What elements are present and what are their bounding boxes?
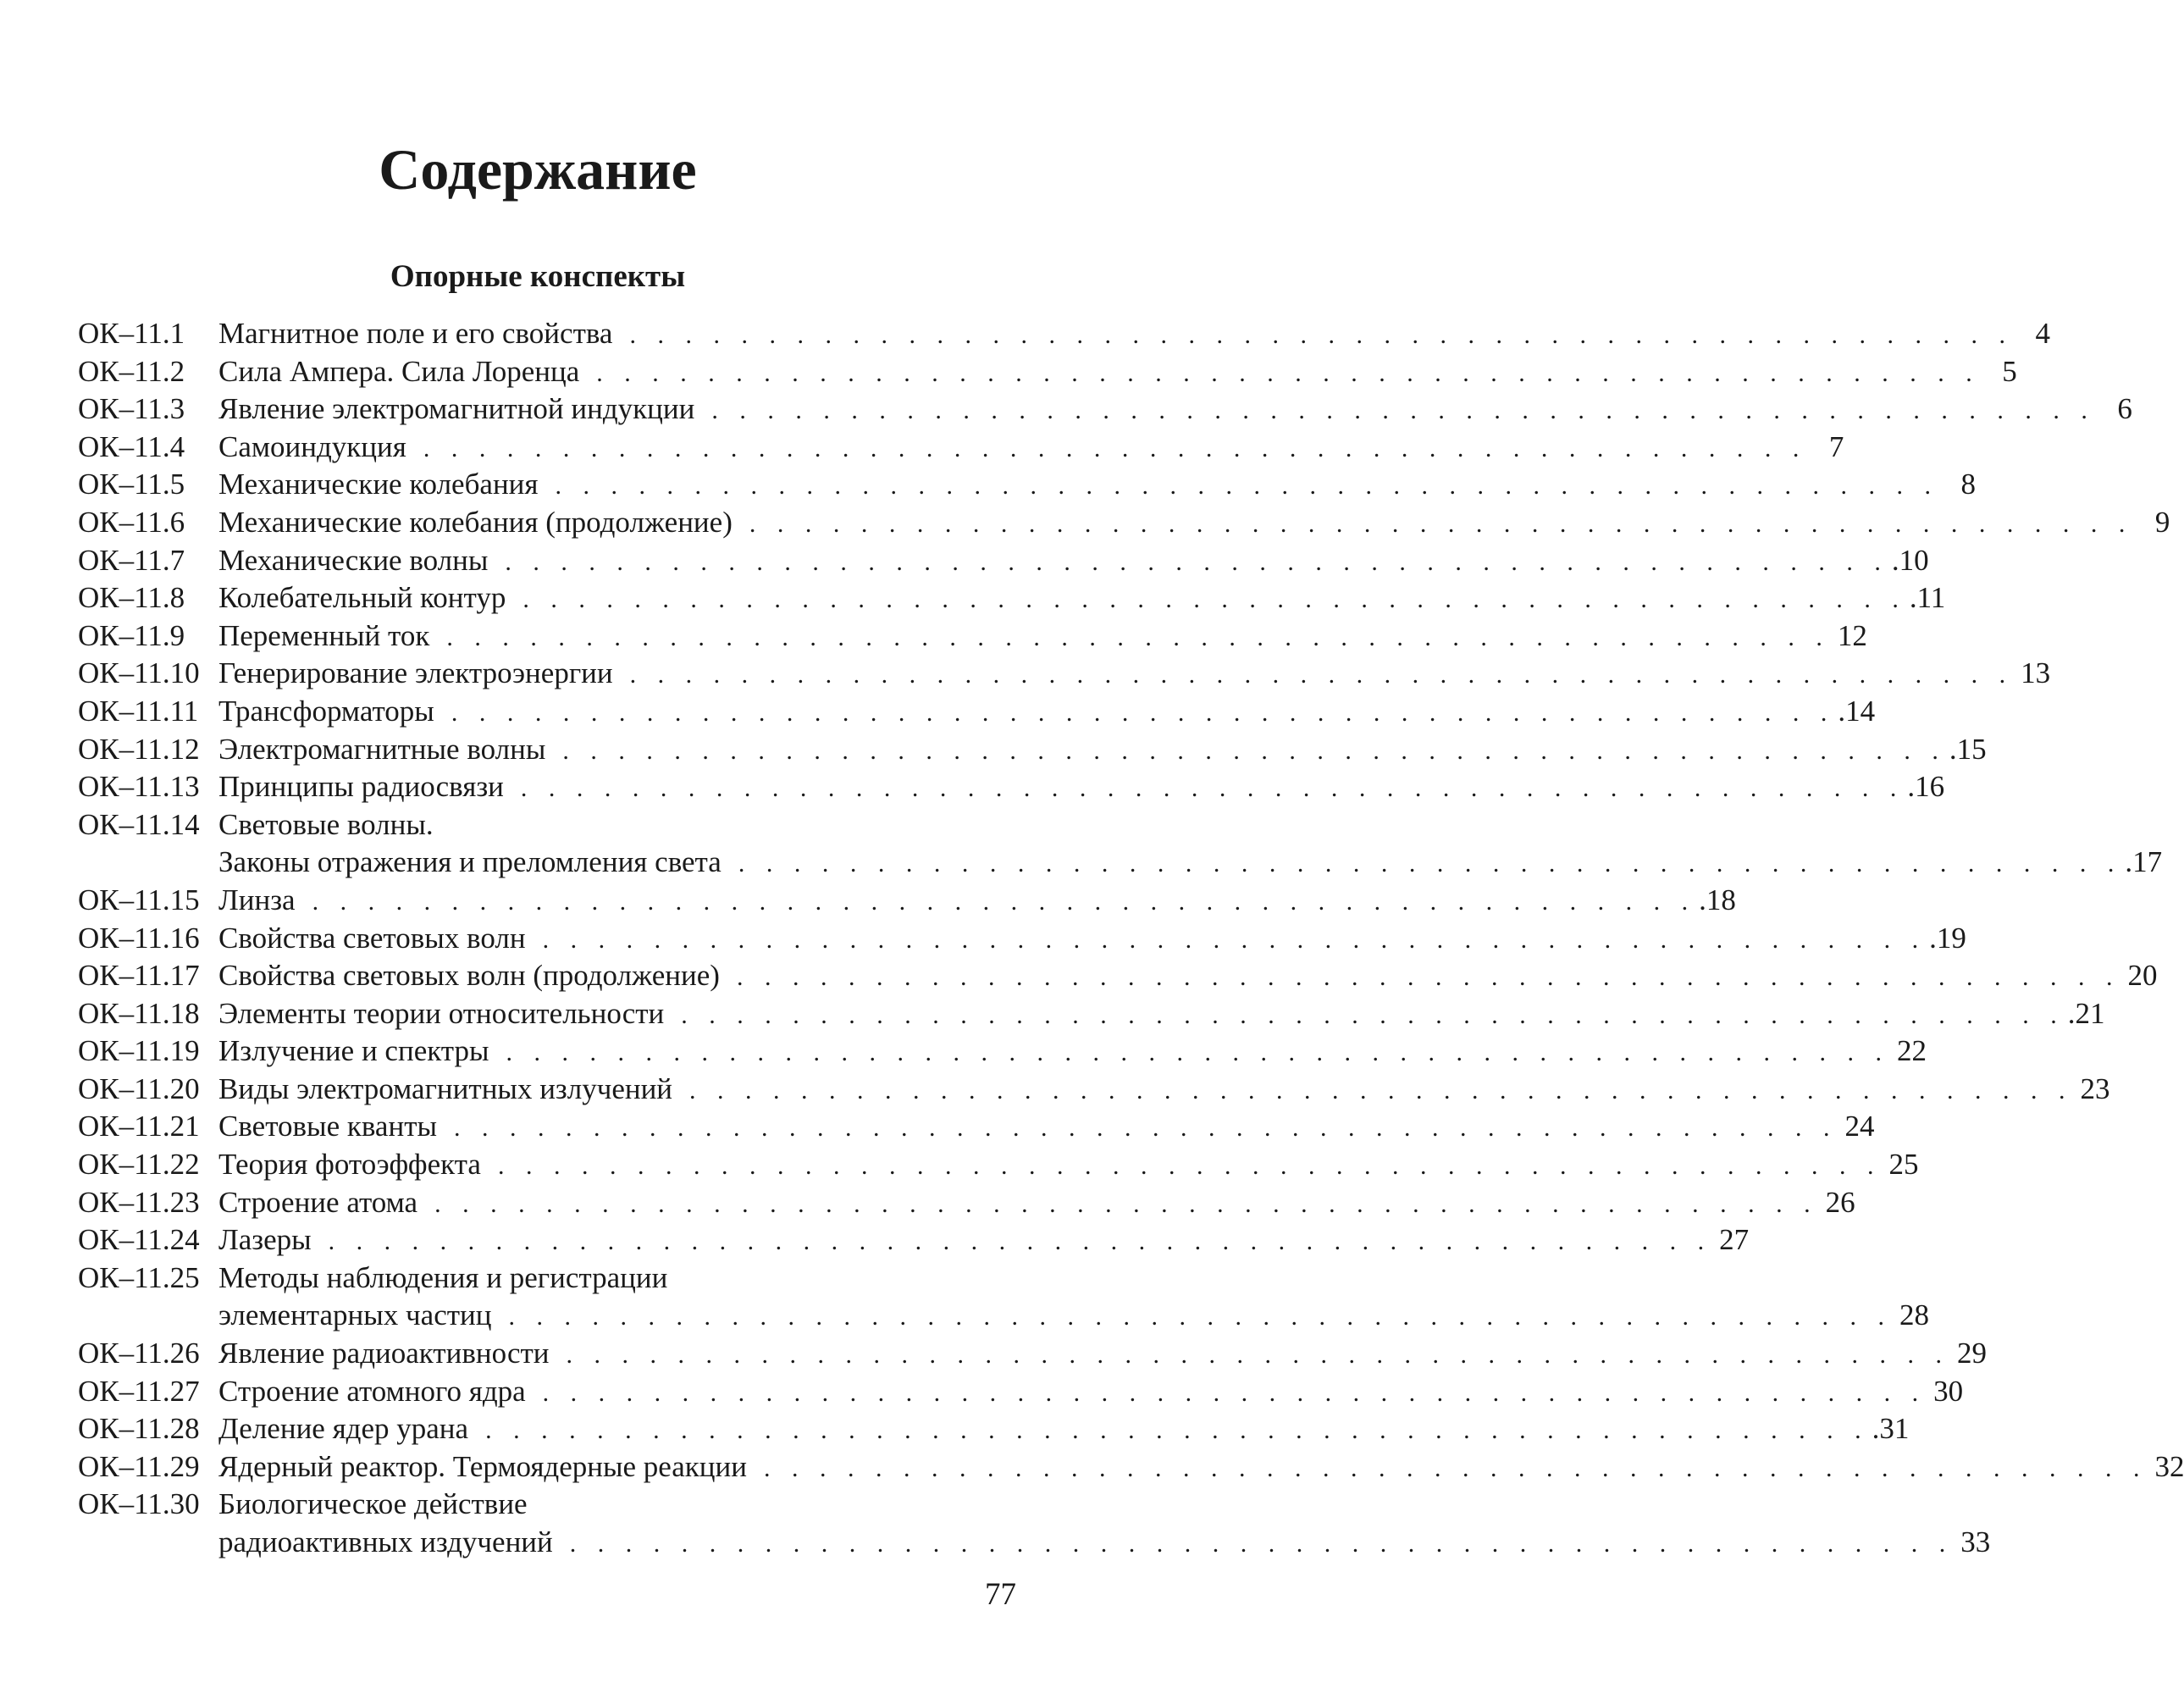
dot-leader: . . . . . . . . . . . . . . . . . . . . . . . . . . . . . . . . . . . . . . . . . . . . . . . . . . (629, 661, 2014, 689)
toc-entry-code: ОК–11.7 (78, 543, 185, 577)
dot-leader: . . . . . . . . . . . . . . . . . . . . . . . . . . . . . . . . . . . . . . . . . . . . . . . . . . (328, 1227, 1712, 1256)
toc-entry-line (78, 390, 2132, 429)
toc-entry[interactable] (78, 768, 1945, 806)
toc-entry-line (78, 617, 1867, 656)
toc-entry[interactable] (78, 806, 2163, 882)
toc-entry[interactable] (78, 315, 2050, 353)
toc-entry-line (78, 655, 2051, 693)
dot-leader: . . . . . . . . . . . . . . . . . . . . . . . . . . . . . . . . . . . . . . . . . . . . . . . . . . (542, 1378, 1927, 1407)
toc-entry-line (78, 1335, 1988, 1373)
toc-entry[interactable] (78, 1146, 1919, 1184)
toc-entry-page: .18 (1699, 883, 1736, 916)
toc-entry-code: ОК–11.4 (78, 429, 185, 463)
toc-entry-title: Явление электромагнитной индукции (218, 392, 695, 426)
toc-entry-page: .16 (1907, 770, 1945, 804)
toc-entry-title: Световые кванты (218, 1110, 438, 1143)
toc-entry-line (78, 315, 2050, 353)
toc-entry-code: ОК–11.5 (78, 468, 185, 501)
toc-entry-page: 4 (2035, 317, 2050, 350)
toc-entry-title: Линза (218, 883, 296, 916)
toc-entry[interactable] (78, 957, 2158, 995)
toc-entry-code: ОК–11.16 (78, 921, 200, 955)
toc-entry-line (78, 1071, 2110, 1109)
toc-entry-page: 26 (1825, 1185, 1855, 1219)
toc-entry[interactable] (78, 920, 1966, 958)
toc-entry-line (78, 542, 1929, 580)
toc-entry-line (78, 957, 2158, 995)
toc-entry-title: Трансформаторы (218, 694, 434, 728)
toc-entry-line (78, 1146, 1919, 1184)
toc-entry-title: Механические колебания (продолжение) (218, 505, 733, 539)
toc-entry-code: ОК–11.20 (78, 1071, 200, 1105)
toc-entry-page: 28 (1899, 1298, 1929, 1332)
toc-entry-line (78, 1524, 1991, 1562)
dot-leader: . . . . . . . . . . . . . . . . . . . . . . . . . . . . . . . . . . . . . . . . . . . . . . . . . . (555, 472, 1938, 501)
toc-entry-page: 9 (2154, 505, 2170, 539)
toc-entry-line (78, 1448, 2184, 1486)
toc-entry-page: .11 (1909, 581, 1946, 615)
toc-entry-page: .21 (2067, 996, 2105, 1030)
toc-entry-code: ОК–11.18 (78, 996, 200, 1030)
toc-entry-page: 8 (1960, 468, 1976, 501)
dot-leader: . . . . . . . . . . . . . . . . . . . . . . . . . . . . . . . . . . . . . . . . . . . . . . . . . . (736, 963, 2120, 992)
toc-entry-page: 7 (1828, 429, 1844, 463)
toc-entry-line (78, 1221, 1750, 1259)
toc-entry-line (78, 768, 1945, 806)
toc-entry-line (78, 1486, 1001, 1524)
toc-entry-line (78, 466, 1976, 504)
toc-entry-code: ОК–11.13 (78, 770, 200, 804)
toc-entry-page: 25 (1888, 1148, 1919, 1182)
toc-entry[interactable] (78, 995, 2105, 1033)
toc-entry-title: Механические волны (218, 543, 489, 577)
toc-entry-title: Электромагнитные волны (218, 732, 546, 766)
toc-entry-line (78, 1184, 1855, 1222)
toc-entry-code: ОК–11.12 (78, 732, 200, 766)
toc-entry[interactable] (78, 882, 1736, 920)
page-title: Содержание (379, 137, 697, 202)
toc-entry[interactable] (78, 731, 1987, 769)
toc-entry-line (78, 1108, 1875, 1146)
toc-entry[interactable] (78, 1373, 1964, 1411)
toc-entry-title: Магнитное поле и его свойства (218, 317, 613, 350)
section-subtitle: Опорные конспекты (390, 259, 686, 294)
toc-entry-title: Деление ядер урана (218, 1412, 469, 1446)
toc-entry[interactable] (78, 1486, 1991, 1561)
toc-entry-page: .31 (1872, 1412, 1910, 1446)
toc-entry-title: Строение атомного ядра (218, 1374, 526, 1408)
dot-leader: . . . . . . . . . . . . . . . . . . . . . . . . . . . . . . . . . . . . . . . . . . . . . . . . . . (520, 774, 1905, 803)
dot-leader: . . . . . . . . . . . . . . . . . . . . . . . . . . . . . . . . . . . . . . . . . . . . . . . . . . (423, 434, 1807, 462)
toc-entry-title: Самоиндукция (218, 429, 406, 463)
toc-entry-line (78, 579, 1946, 617)
toc-entry-title: Свойства световых волн (218, 921, 526, 955)
toc-entry-code: ОК–11.26 (78, 1337, 200, 1370)
dot-leader: . . . . . . . . . . . . . . . . . . . . . . . . . . . . . . . . . . . . . . . . . . . . . . . . . . (508, 1303, 1892, 1331)
toc-entry-page: 24 (1844, 1110, 1875, 1143)
toc-entry-title: Биологическое действие (218, 1487, 528, 1521)
toc-entry-code: ОК–11.3 (78, 392, 185, 426)
toc-entry[interactable] (78, 1410, 1910, 1448)
toc-entry[interactable] (78, 390, 2132, 429)
toc-entry-title: Ядерный реактор. Термоядерные реакции (218, 1449, 747, 1483)
toc-entry-code: ОК–11.1 (78, 317, 185, 350)
dot-leader: . . . . . . . . . . . . . . . . . . . . . . . . . . . . . . . . . . . . . . . . . . . . . . . . . . (738, 850, 2122, 878)
toc-entry-line (78, 1259, 1001, 1298)
toc-entry-title: Методы наблюдения и регистрации (218, 1260, 668, 1294)
toc-entry-code: ОК–11.8 (78, 581, 185, 615)
toc-entry-title: Элементы теории относительности (218, 996, 665, 1030)
toc-entry-page: 32 (2154, 1449, 2184, 1483)
dot-leader: . . . . . . . . . . . . . . . . . . . . . . . . . . . . . . . . . . . . . . . . . . . . . . . . . . (542, 925, 1927, 954)
toc-entry[interactable] (78, 1448, 2184, 1486)
toc-entry-title: Законы отражения и преломления света (218, 845, 722, 879)
toc-entry-page: 12 (1837, 618, 1867, 652)
toc-entry-title: элементарных частиц (218, 1298, 492, 1332)
toc-entry[interactable] (78, 655, 2051, 693)
dot-leader: . . . . . . . . . . . . . . . . . . . . . . . . . . . . . . . . . . . . . . . . . . . . . . . . . . (689, 1076, 2073, 1104)
toc-entry-code: ОК–11.11 (78, 694, 199, 728)
toc-entry-line (78, 1297, 1929, 1335)
toc-entry-code: ОК–11.17 (78, 959, 200, 993)
toc-entry-line (78, 731, 1987, 769)
dot-leader: . . . . . . . . . . . . . . . . . . . . . . . . . . . . . . . . . . . . . . . . . . . . . . . . . . (681, 1000, 2065, 1029)
toc-entry-code: ОК–11.23 (78, 1185, 200, 1219)
toc-entry-page: 29 (1957, 1337, 1988, 1370)
toc-entry-title: радиоактивных издучений (218, 1525, 553, 1558)
toc-entry[interactable] (78, 1184, 1855, 1222)
toc-entry-line (78, 353, 2017, 391)
toc-entry-code: ОК–11.10 (78, 656, 200, 690)
toc-entry-code: ОК–11.14 (78, 807, 200, 841)
dot-leader: . . . . . . . . . . . . . . . . . . . . . . . . . . . . . . . . . . . . . . . . . . . . . . . . . . (312, 887, 1696, 916)
toc-entry-code: ОК–11.27 (78, 1374, 200, 1408)
dot-leader: . . . . . . . . . . . . . . . . . . . . . . . . . . . . . . . . . . . . . . . . . . . . . . . . . . (446, 623, 1830, 651)
toc-entry-title: Генерирование электроэнергии (218, 656, 613, 690)
toc-entry[interactable] (78, 617, 1867, 656)
toc-entry-page: .10 (1891, 543, 1929, 577)
toc-entry-page: .15 (1949, 732, 1987, 766)
toc-entry-title: Строение атома (218, 1185, 418, 1219)
toc-entry-line (78, 920, 1966, 958)
toc-entry-code: ОК–11.21 (78, 1110, 200, 1143)
dot-leader: . . . . . . . . . . . . . . . . . . . . . . . . . . . . . . . . . . . . . . . . . . . . . . . . . . (505, 547, 1888, 576)
toc-entry-page: .14 (1838, 694, 1876, 728)
dot-leader: . . . . . . . . . . . . . . . . . . . . . . . . . . . . . . . . . . . . . . . . . . . . . . . . . . (749, 509, 2133, 538)
toc-entry-title: Теория фотоэффекта (218, 1148, 481, 1182)
toc-entry-title: Принципы радиосвязи (218, 770, 504, 804)
dot-leader: . . . . . . . . . . . . . . . . . . . . . . . . . . . . . . . . . . . . . . . . . . . . . . . . . . (562, 736, 1946, 765)
toc-entry[interactable] (78, 1071, 2110, 1109)
toc-entry-title: Свойства световых волн (продолжение) (218, 959, 720, 993)
toc-entry-code: ОК–11.2 (78, 354, 185, 388)
toc-entry-line (78, 429, 1844, 467)
toc-entry-page: 23 (2080, 1071, 2110, 1105)
toc-entry-line (78, 844, 2163, 882)
toc-entry-line (78, 693, 1876, 731)
toc-entry-title: Световые волны. (218, 807, 434, 841)
dot-leader: . . . . . . . . . . . . . . . . . . . . . . . . . . . . . . . . . . . . . . . . . . . . . . . . . . (596, 358, 1980, 387)
toc-entry[interactable] (78, 1108, 1875, 1146)
dot-leader: . . . . . . . . . . . . . . . . . . . . . . . . . . . . . . . . . . . . . . . . . . . . . . . . . . (454, 1114, 1838, 1143)
toc-entry-line (78, 882, 1736, 920)
toc-entry[interactable] (78, 504, 2170, 542)
dot-leader: . . . . . . . . . . . . . . . . . . . . . . . . . . . . . . . . . . . . . . . . . . . . . . . . . . (485, 1416, 1869, 1445)
toc-entry[interactable] (78, 579, 1946, 617)
toc-entry-line (78, 504, 2170, 542)
toc-entry-page: 6 (2117, 392, 2132, 426)
toc-entry-page: 27 (1719, 1223, 1750, 1257)
dot-leader: . . . . . . . . . . . . . . . . . . . . . . . . . . . . . . . . . . . . . . . . . . . . . . . . . . (711, 396, 2095, 425)
toc-entry-line (78, 1373, 1964, 1411)
toc-entry-title: Явление радиоактивности (218, 1337, 550, 1370)
toc-entry-code: ОК–11.19 (78, 1034, 200, 1068)
dot-leader: . . . . . . . . . . . . . . . . . . . . . . . . . . . . . . . . . . . . . . . . . . . . . . . . . . (629, 321, 2013, 349)
toc-entry-line (78, 806, 1001, 844)
toc-entry-code: ОК–11.25 (78, 1260, 200, 1294)
toc-entry-title: Колебательный контур (218, 581, 506, 615)
toc-entry-title: Переменный ток (218, 618, 430, 652)
dot-leader: . . . . . . . . . . . . . . . . . . . . . . . . . . . . . . . . . . . . . . . . . . . . . . . . . . (523, 585, 1906, 614)
toc-entry[interactable] (78, 466, 1976, 504)
toc-entry[interactable] (78, 429, 1844, 467)
toc-entry-code: ОК–11.29 (78, 1449, 200, 1483)
toc-entry[interactable] (78, 1032, 1927, 1071)
toc-entry-title: Сила Ампера. Сила Лоренца (218, 354, 580, 388)
toc-entry-page: 22 (1897, 1034, 1927, 1068)
toc-entry-title: Механические колебания (218, 468, 539, 501)
dot-leader: . . . . . . . . . . . . . . . . . . . . . . . . . . . . . . . . . . . . . . . . . . . . . . . . . . (763, 1453, 2148, 1482)
dot-leader: . . . . . . . . . . . . . . . . . . . . . . . . . . . . . . . . . . . . . . . . . . . . . . . . . . (569, 1530, 1954, 1558)
toc-entry-page: .17 (2125, 845, 2163, 879)
toc-entry-page: 5 (2002, 354, 2017, 388)
toc-entry-code: ОК–11.22 (78, 1148, 200, 1182)
toc-entry-code: ОК–11.24 (78, 1223, 200, 1257)
toc-entry-code: ОК–11.15 (78, 883, 200, 916)
dot-leader: . . . . . . . . . . . . . . . . . . . . . . . . . . . . . . . . . . . . . . . . . . . . . . . . . . (506, 1038, 1890, 1067)
toc-entry-code: ОК–11.9 (78, 618, 185, 652)
toc-entry-code: ОК–11.28 (78, 1412, 200, 1446)
toc-entry[interactable] (78, 1335, 1988, 1373)
toc-entry-line (78, 1410, 1910, 1448)
toc-entry[interactable] (78, 542, 1929, 580)
toc-entry-code: ОК–11.30 (78, 1487, 200, 1521)
toc-entry-page: 33 (1960, 1525, 1991, 1558)
toc-entry[interactable] (78, 353, 2017, 391)
toc-entry-page: 20 (2127, 959, 2158, 993)
toc-entry[interactable] (78, 1221, 1750, 1259)
dot-leader: . . . . . . . . . . . . . . . . . . . . . . . . . . . . . . . . . . . . . . . . . . . . . . . . . . (434, 1189, 1818, 1218)
toc-entry-page: 13 (2021, 656, 2051, 690)
toc-entry-line (78, 995, 2105, 1033)
toc-entry-page: 30 (1933, 1374, 1964, 1408)
dot-leader: . . . . . . . . . . . . . . . . . . . . . . . . . . . . . . . . . . . . . . . . . . . . . . . . . . (451, 698, 1835, 727)
page-number: 77 (985, 1577, 1016, 1612)
table-of-contents (78, 315, 2184, 1562)
toc-entry-title: Виды электромагнитных излучений (218, 1071, 673, 1105)
dot-leader: . . . . . . . . . . . . . . . . . . . . . . . . . . . . . . . . . . . . . . . . . . . . . . . . . . (497, 1152, 1882, 1181)
dot-leader: . . . . . . . . . . . . . . . . . . . . . . . . . . . . . . . . . . . . . . . . . . . . . . . . . . (566, 1341, 1950, 1370)
toc-entry-page: .19 (1929, 921, 1966, 955)
toc-entry[interactable] (78, 693, 1876, 731)
toc-entry-line (78, 1032, 1927, 1071)
toc-entry[interactable] (78, 1259, 1929, 1335)
toc-entry-title: Излучение и спектры (218, 1034, 489, 1068)
toc-entry-code: ОК–11.6 (78, 505, 185, 539)
toc-entry-title: Лазеры (218, 1223, 312, 1257)
